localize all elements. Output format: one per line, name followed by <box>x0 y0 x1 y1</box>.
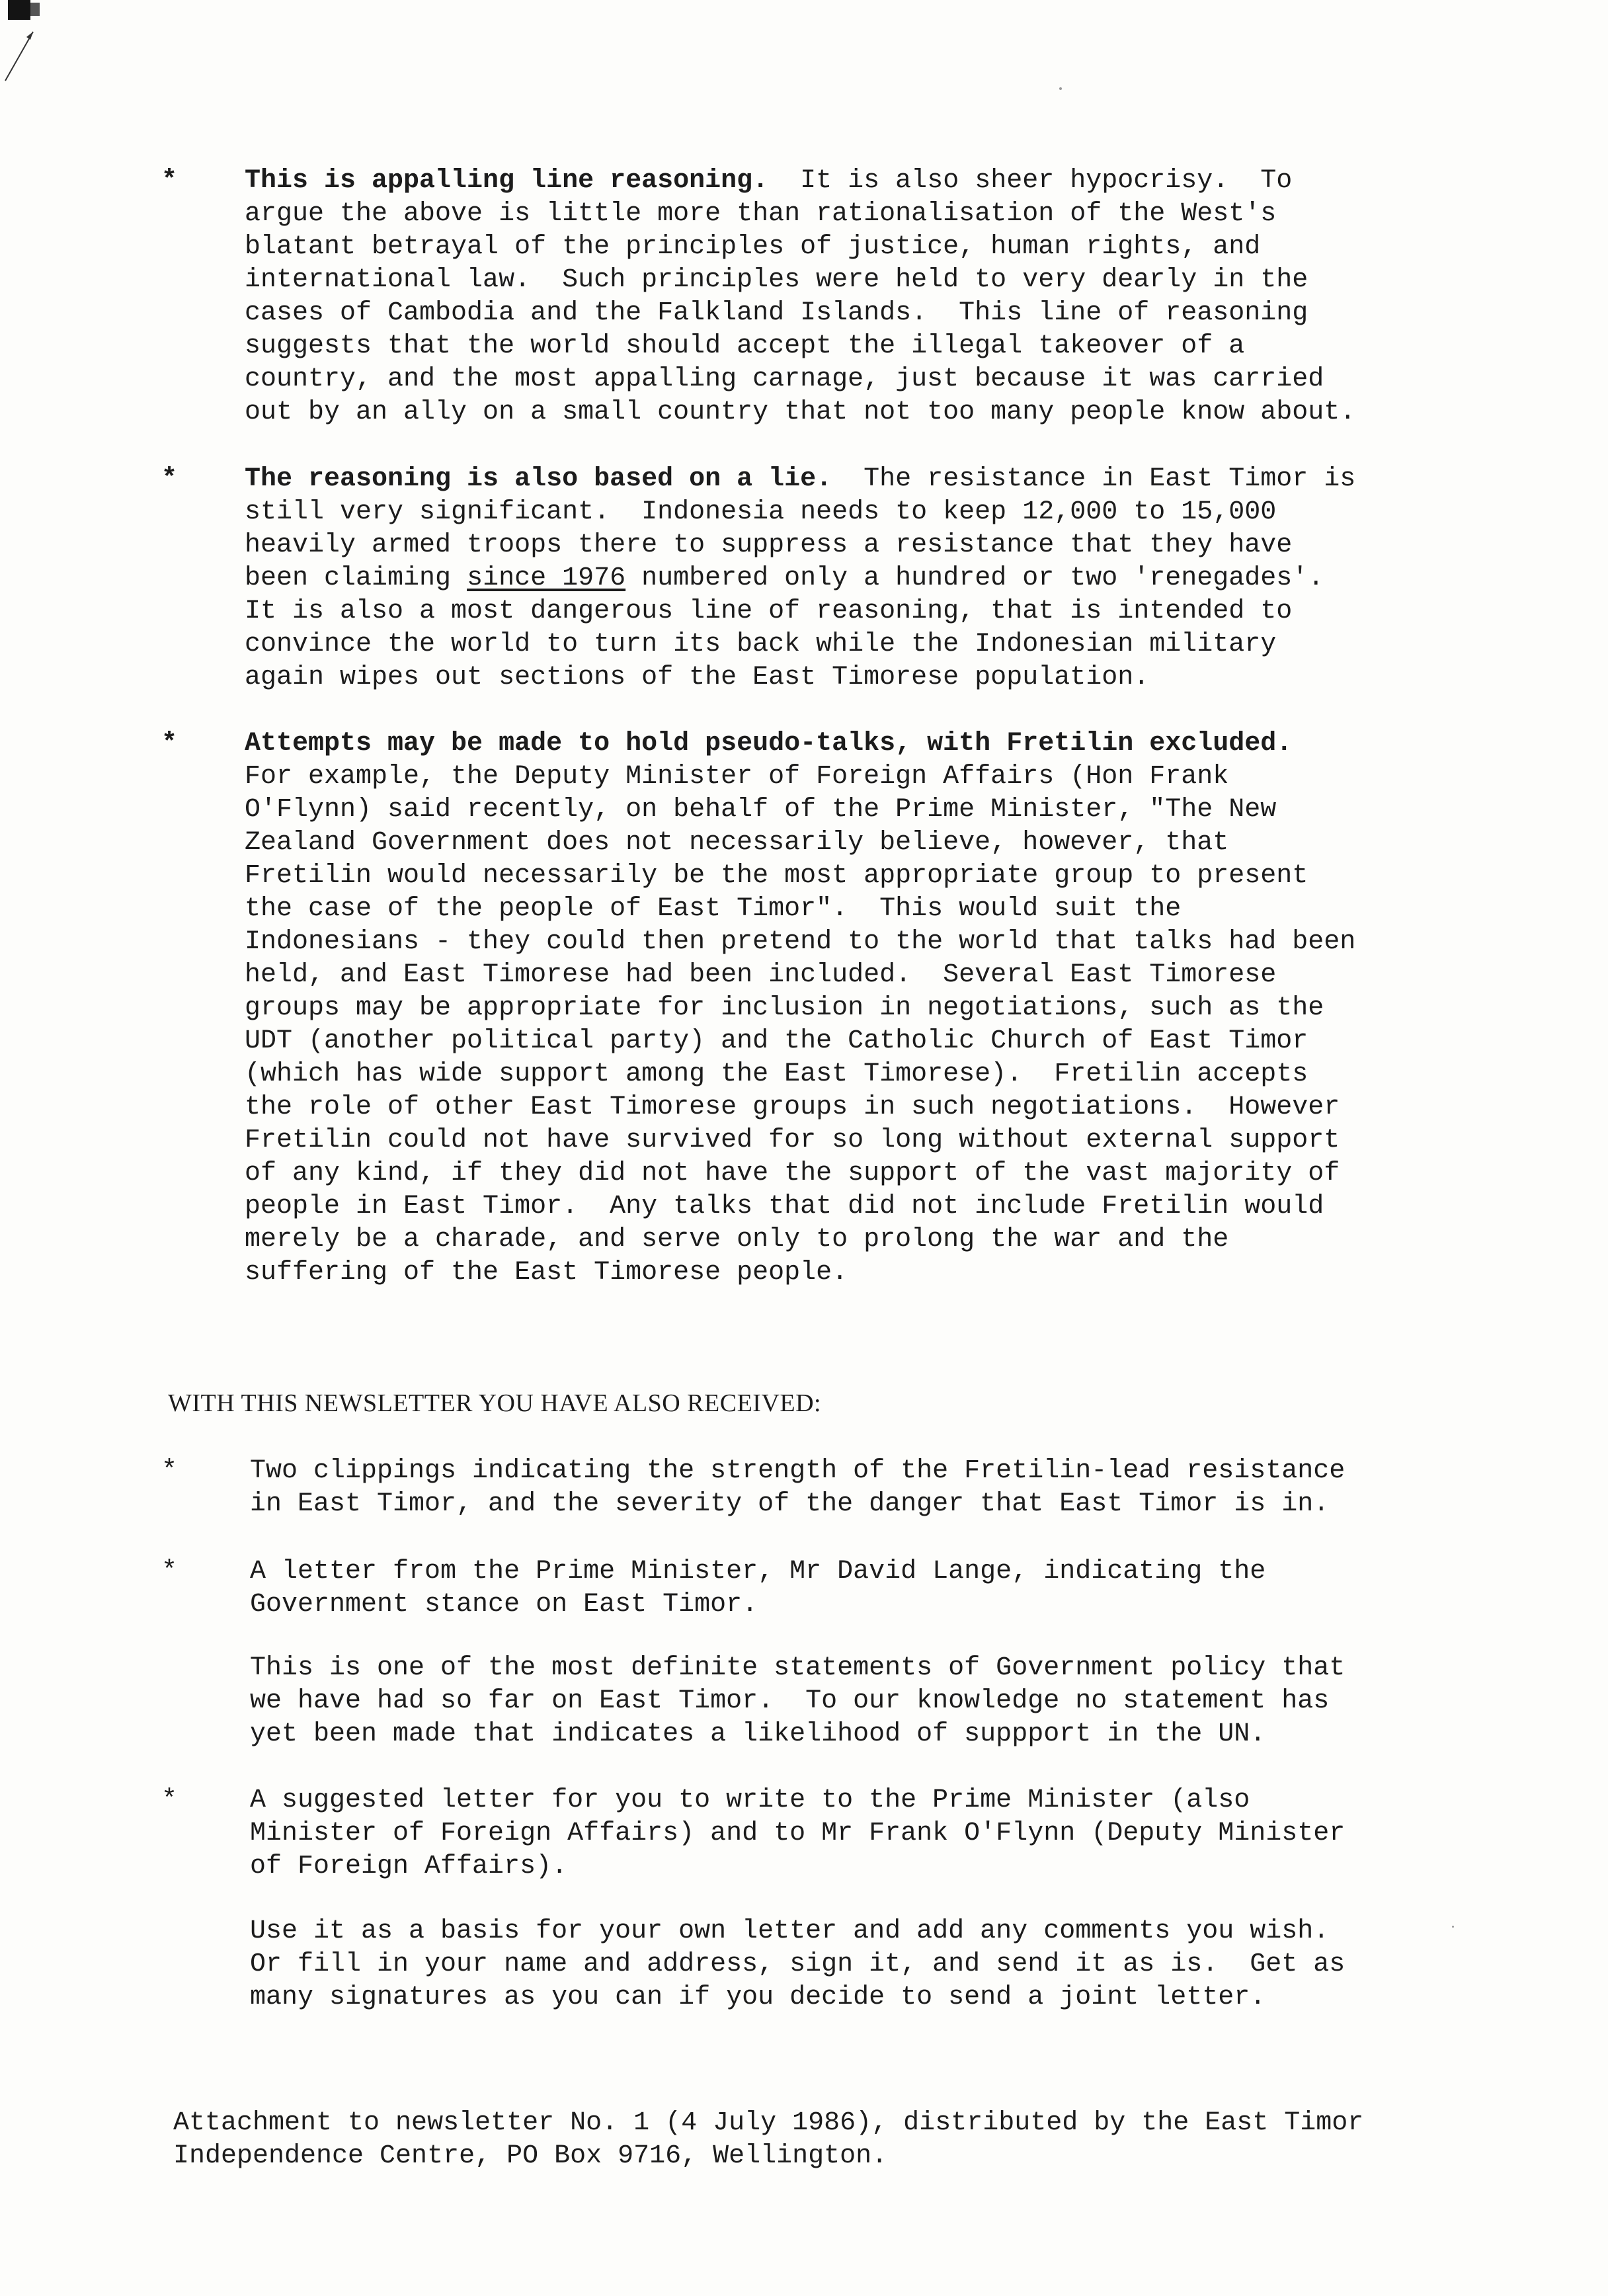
point-2-body <box>245 463 1418 694</box>
point-1-line: country, and the most appalling carnage, just because it was carried <box>245 364 1324 394</box>
point-3-line: UDT (another political party) and the Catholic Church of East Timor <box>245 1026 1308 1056</box>
point-3-line: O'Flynn) said recently, on behalf of the Prime Minister, "The New <box>245 795 1277 825</box>
point-2-line: convince the world to turn its back while the Indonesian military <box>245 630 1277 659</box>
received-item-3-note <box>250 1915 1345 2014</box>
point-3-line: Fretilin could not have survived for so long without external support <box>245 1126 1340 1155</box>
point-3-lead: Attempts may be made to hold pseudo-talks, with Fretilin excluded. <box>245 729 1293 758</box>
bullet-star: * <box>161 1456 178 1486</box>
point-1-line: cases of Cambodia and the Falkland Islands. This line of reasoning <box>245 298 1308 328</box>
point-3-line: merely be a charade, and serve only to prolong the war and the <box>245 1225 1229 1254</box>
footer-line: Independence Centre, PO Box 9716, Wellington. <box>173 2141 888 2171</box>
point-1-line: out by an ally on a small country that not too many people know about. <box>245 397 1356 427</box>
received-item-2-note <box>250 1652 1345 1751</box>
point-3-line: Indonesians - they could then pretend to the world that talks had been <box>245 927 1356 957</box>
received-line: in East Timor, and the severity of the danger that East Timor is in. <box>250 1489 1330 1519</box>
note-line: yet been made that indicates a likelihood of suppport in the UN. <box>250 1719 1266 1749</box>
point-1-line: suggests that the world should accept the illegal takeover of a <box>245 331 1245 361</box>
scan-corner-mark <box>4 0 57 86</box>
point-3-line: the case of the people of East Timor". This would suit the <box>245 894 1182 924</box>
bullet-star: * <box>161 464 178 494</box>
note-line: Use it as a basis for your own letter and add any comments you wish. <box>250 1916 1330 1946</box>
received-line: A letter from the Prime Minister, Mr David Lange, indicating the <box>250 1557 1266 1586</box>
point-2-line: still very significant. Indonesia needs to keep 12,000 to 15,000 <box>245 497 1277 527</box>
note-line: Or fill in your name and address, sign it, and send it as is. Get as <box>250 1949 1346 1979</box>
point-1-line: international law. Such principles were held to very dearly in the <box>245 265 1308 295</box>
point-3-body <box>245 727 1418 1290</box>
received-item-2-body <box>250 1555 1423 1621</box>
point-3-line: the role of other East Timorese groups in such negotiations. However <box>245 1092 1340 1122</box>
point-3-line: held, and East Timorese had been included. Several East Timorese <box>245 960 1277 990</box>
received-item-1-body <box>250 1455 1423 1521</box>
scan-speck <box>1059 87 1062 90</box>
attachment-footer <box>173 2107 1429 2173</box>
note-line: This is one of the most definite statements of Government policy that <box>250 1653 1346 1683</box>
point-2-line: numbered only a hundred or two 'renegades'. <box>625 563 1324 593</box>
point-3-line: (which has wide support among the East Timorese). Fretilin accepts <box>245 1059 1308 1089</box>
note-line: many signatures as you can if you decide to send a joint letter. <box>250 1983 1266 2012</box>
received-heading: WITH THIS NEWSLETTER YOU HAVE ALSO RECEIVED: <box>168 1389 822 1417</box>
note-line: we have had so far on East Timor. To our knowledge no statement has <box>250 1686 1330 1716</box>
point-1-body <box>245 165 1418 429</box>
received-line: A suggested letter for you to write to the Prime Minister (also <box>250 1785 1250 1815</box>
point-3-line: suffering of the East Timorese people. <box>245 1258 848 1288</box>
received-line: Two clippings indicating the strength of the Fretilin-lead resistance <box>250 1456 1346 1486</box>
point-3-line: Fretilin would necessarily be the most appropriate group to present <box>245 861 1308 891</box>
point-2-line: again wipes out sections of the East Timorese population. <box>245 663 1150 692</box>
point-1-line: It is also sheer hypocrisy. To <box>800 166 1293 196</box>
point-3-line: groups may be appropriate for inclusion in negotiations, such as the <box>245 993 1324 1023</box>
received-item-3-body <box>250 1784 1423 1883</box>
received-line: Minister of Foreign Affairs) and to Mr Frank O'Flynn (Deputy Minister <box>250 1819 1346 1848</box>
footer-line: Attachment to newsletter No. 1 (4 July 1986), distributed by the East Timor <box>173 2108 1364 2138</box>
scan-speck <box>1452 1926 1454 1928</box>
point-2-line: been claiming <box>245 563 467 593</box>
point-3-line: of any kind, if they did not have the support of the vast majority of <box>245 1159 1340 1188</box>
point-1-lead: This is appalling line reasoning. <box>245 166 769 196</box>
point-3-line: people in East Timor. Any talks that did not include Fretilin would <box>245 1192 1324 1221</box>
point-3-line: Zealand Government does not necessarily believe, however, that <box>245 828 1229 858</box>
point-2-line: It is also a most dangerous line of reasoning, that is intended to <box>245 596 1293 626</box>
underlined-date: since 1976 <box>467 563 626 593</box>
bullet-star: * <box>161 1557 178 1586</box>
received-line: of Foreign Affairs). <box>250 1852 568 1881</box>
point-2-line: heavily armed troops there to suppress a resistance that they have <box>245 530 1293 560</box>
point-1-line: argue the above is little more than rationalisation of the West's <box>245 199 1277 229</box>
received-line: Government stance on East Timor. <box>250 1590 758 1620</box>
bullet-star: * <box>161 1785 178 1815</box>
point-1-line: blatant betrayal of the principles of justice, human rights, and <box>245 232 1261 262</box>
bullet-star: * <box>161 166 178 196</box>
point-2-lead: The reasoning is also based on a lie. <box>245 464 832 494</box>
point-2-line: The resistance in East Timor is <box>864 464 1356 494</box>
bullet-star: * <box>161 729 178 758</box>
point-3-line: For example, the Deputy Minister of Foreign Affairs (Hon Frank <box>245 762 1229 792</box>
